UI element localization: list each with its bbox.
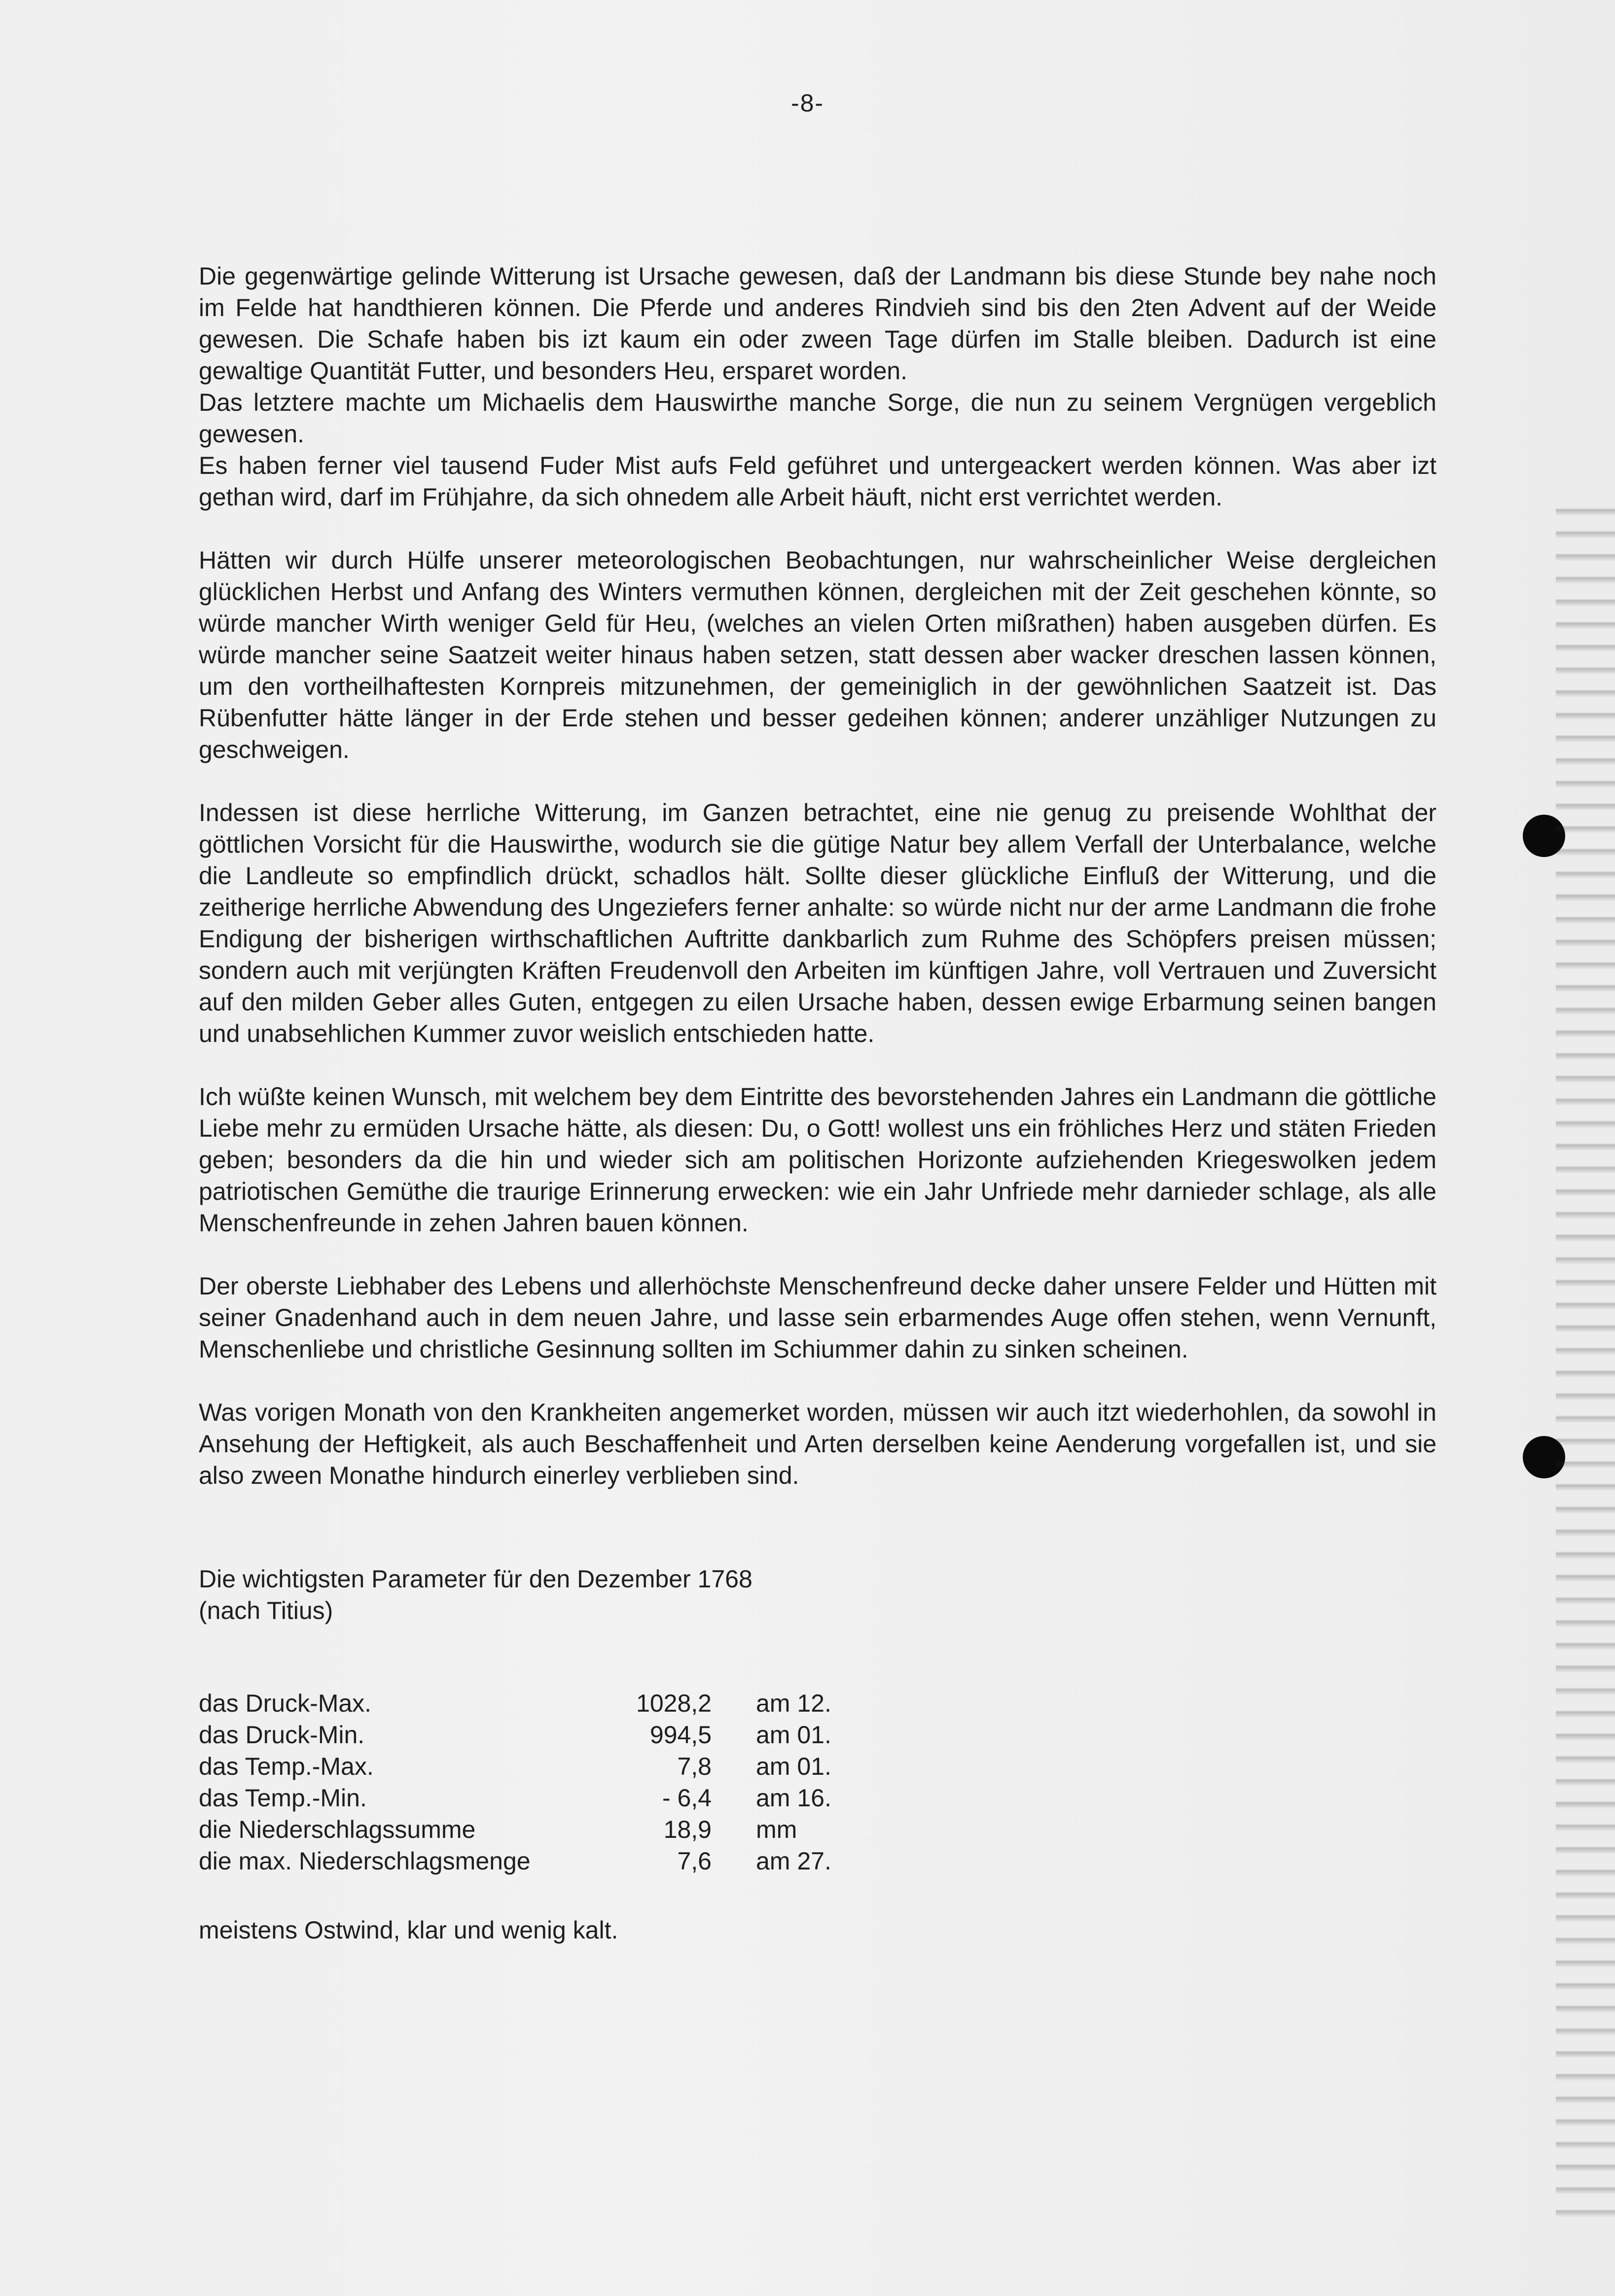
param-value: 18,9 [663, 1816, 712, 1843]
param-label: das Druck-Max. [199, 1689, 372, 1717]
weather-summary: meistens Ostwind, klar und wenig kalt. [199, 1916, 618, 1944]
param-date: am 16. [756, 1784, 831, 1812]
param-value: 7,6 [677, 1847, 712, 1875]
paragraph-weather: Die gegenwärtige gelinde Witterung ist Ursache gewesen, daß der Landmann bis diese Stunde bey nahe noch im Felde hat handthieren können. Die Pferde und anderes Rindvieh sind bis den 2ten Advent auf der Weide gewesen. Die Schafe haben bis izt kaum ein oder zween Tage dürfen im Stalle bleiben. Dadurch ist eine gewaltige Quantität Futter, und besonders Heu, ersparet worden. [199, 262, 1436, 385]
page-number: -8- [790, 89, 825, 117]
param-date: am 01. [756, 1753, 831, 1780]
edge-scan-marks [1556, 493, 1615, 2219]
parameters-title: Die wichtigsten Parameter für den Dezember 1768 [199, 1565, 753, 1593]
parameters-heading [199, 1563, 753, 1626]
parameters-table [199, 1687, 831, 1877]
body-text [199, 260, 1436, 1491]
param-value: 1028,2 [636, 1689, 712, 1717]
table-row [199, 1751, 831, 1782]
paragraph-mist: Es haben ferner viel tausend Fuder Mist aufs Feld geführet und untergeackert werden können. Was aber izt gethan wird, darf im Frühjahre, da sich ohnedem alle Arbeit häuft, nicht erst verrichtet werden. [199, 452, 1436, 511]
table-row [199, 1814, 831, 1845]
param-value: 994,5 [649, 1721, 712, 1749]
paragraph-providence: Indessen ist diese herrliche Witterung, im Ganzen betrachtet, eine nie genug zu preisende Wohlthat der göttlichen Vorsicht für die Hauswirthe, wodurch sie die gütige Natur bey allem Verfall der Unterbalance, welche die Landleute so empfindlich drückt, schadlos hält. Sollte dieser glückliche Einfluß der Witterung, und die zeitherige herrliche Abwendung des Ungeziefers ferner anhalte: so würde nicht nur der arme Landmann die frohe Endigung der bisherigen wirthschaftlichen Auftritte dankbarlich zum Ruhme des Schöpfers preisen müssen; sondern auch mit verjüngten Kräften Freudenvoll den Arbeiten im künftigen Jahre, voll Vertrauen und Zuversicht auf den milden Geber alles Guten, entgegen zu eilen Ursache haben, dessen ewige Erbarmung seinen bangen und unabsehlichen Kummer zuvor weislich entschieden hatte. [199, 799, 1436, 1047]
param-value: - 6,4 [662, 1784, 712, 1812]
param-label: das Druck-Min. [199, 1721, 365, 1749]
param-date: am 12. [756, 1689, 831, 1717]
table-row [199, 1782, 831, 1814]
param-date: am 01. [756, 1721, 831, 1749]
param-date: mm [756, 1816, 797, 1843]
table-row [199, 1845, 831, 1877]
param-value: 7,8 [677, 1753, 712, 1780]
param-date: am 27. [756, 1847, 831, 1875]
paragraph-wish: Ich wüßte keinen Wunsch, mit welchem bey dem Eintritte des bevorstehenden Jahres ein Landmann die göttliche Liebe mehr zu ermüden Ursache hätte, als diesen: Du, o Gott! wollest uns ein fröhliches Herz und stäten Frieden geben; besonders da die hin und wieder sich am politischen Horizonte aufziehenden Kriegeswolken jedem patriotischen Gemüthe die traurige Erinnerung erwecken: wie ein Jahr Unfriede mehr darnieder schlage, als alle Menschenfreunde in zehen Jahren bauen können. [199, 1083, 1436, 1237]
param-label: das Temp.-Max. [199, 1753, 374, 1780]
param-label: die Niederschlagssumme [199, 1816, 476, 1843]
table-row [199, 1687, 831, 1719]
paragraph-observations: Hätten wir durch Hülfe unserer meteorologischen Beobachtungen, nur wahrscheinlicher Weise dergleichen glücklichen Herbst und Anfang des Winters vermuthen können, dergleichen mit der Zeit geschehen könnte, so würde mancher Wirth weniger Geld für Heu, (welches an vielen Orten mißrathen) haben ausgeben dürfen. Es würde mancher seine Saatzeit weiter hinaus haben setzen, statt dessen aber wacker dreschen lassen können, um den vortheilhaftesten Kornpreis mitzunehmen, der gemeiniglich in der gewöhnlichen Saatzeit ist. Das Rübenfutter hätte länger in der Erde stehen und besser gedeihen können; anderer unzähliger Nutzungen zu geschweigen. [199, 546, 1436, 763]
param-label: die max. Niederschlagsmenge [199, 1847, 531, 1875]
paragraph-diseases: Was vorigen Monath von den Krankheiten angemerket worden, müssen wir auch itzt wiederhohlen, da sowohl in Ansehung der Heftigkeit, als auch Beschaffenheit und Arten derselben keine Aenderung vorgefallen ist, und sie also zween Monathe hindurch einerley verblieben sind. [199, 1399, 1436, 1489]
paragraph-blessing: Der oberste Liebhaber des Lebens und allerhöchste Menschenfreund decke daher unsere Felder und Hütten mit seiner Gnadenhand auch in dem neuen Jahre, und lasse sein erbarmendes Auge offen stehen, wenn Vernunft, Menschenliebe und christliche Gesinnung sollten im Schiummer dahin zu sinken scheinen. [199, 1272, 1436, 1363]
paragraph-michaelis: Das letztere machte um Michaelis dem Hauswirthe manche Sorge, die nun zu seinem Vergnügen vergeblich gewesen. [199, 389, 1436, 448]
parameters-source: (nach Titius) [199, 1597, 333, 1624]
param-label: das Temp.-Min. [199, 1784, 367, 1812]
table-row [199, 1719, 831, 1751]
